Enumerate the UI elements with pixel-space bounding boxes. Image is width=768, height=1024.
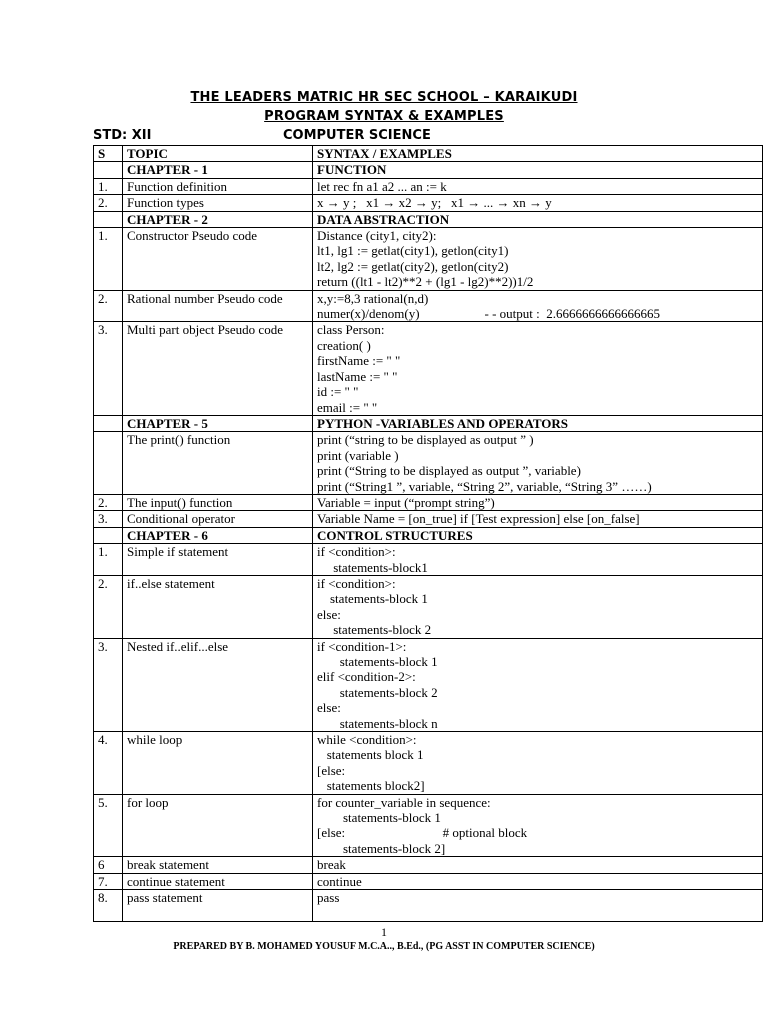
serial-cell: 2. (94, 494, 123, 510)
topic-cell: if..else statement (123, 575, 313, 638)
syntax-line: if <condition-1>: (317, 638, 407, 654)
chapter-title-cell: CHAPTER - 2 (123, 211, 313, 227)
serial-cell (94, 527, 123, 543)
topic-cell: Rational number Pseudo code (123, 290, 313, 322)
serial-cell: 3. (94, 511, 123, 527)
subject-label: COMPUTER SCIENCE (283, 128, 431, 143)
serial-cell: 7. (94, 873, 123, 889)
topic-cell: Conditional operator (123, 511, 313, 527)
chapter-title-cell: CHAPTER - 1 (123, 162, 313, 178)
syntax-line: continue (317, 873, 362, 889)
syntax-line: if <condition>: (317, 544, 396, 560)
topic-cell: break statement (123, 857, 313, 873)
syntax-line: statements-block 2] (317, 840, 446, 856)
table-row (94, 873, 763, 889)
serial-cell: 6 (94, 857, 123, 873)
syntax-line: print (“String1 ”, variable, “String 2”, variable, “String 3” ……) (317, 478, 652, 494)
syntax-line: print (“String to be displayed as output ”, variable) (317, 463, 581, 479)
topic-cell: continue statement (123, 873, 313, 889)
column-header-sno: S (94, 146, 123, 162)
syntax-line: for counter_variable in sequence: (317, 794, 491, 810)
chapter-title-cell: CHAPTER - 5 (123, 415, 313, 431)
syntax-line: lastName := " " (317, 368, 398, 384)
serial-cell: 1. (94, 544, 123, 576)
syntax-cell (313, 873, 763, 889)
syntax-line: lt2, lg2 := getlat(city2), getlon(city2) (317, 258, 509, 274)
syntax-cell (313, 575, 763, 638)
syntax-cell (313, 195, 763, 211)
chapter-row (94, 527, 763, 543)
syntax-line: creation( ) (317, 337, 371, 353)
syntax-line: firstName := " " (317, 353, 401, 369)
serial-cell: 3. (94, 322, 123, 415)
class-subject-row (93, 128, 693, 146)
syntax-cell (313, 494, 763, 510)
serial-cell: 8. (94, 890, 123, 922)
table-row (94, 290, 763, 322)
syntax-line: statements block 1 (317, 747, 424, 763)
syntax-cell (313, 857, 763, 873)
syntax-cell (313, 544, 763, 576)
table-row (94, 794, 763, 857)
syntax-line: if <condition>: (317, 575, 396, 591)
chapter-heading-cell (313, 527, 763, 543)
serial-cell (94, 211, 123, 227)
school-title: THE LEADERS MATRIC HR SEC SCHOOL – KARAIKUDI (190, 90, 578, 105)
syntax-cell (313, 178, 763, 194)
syntax-line: [else: # optional block (317, 825, 528, 841)
serial-cell (94, 415, 123, 431)
table-row (94, 638, 763, 731)
topic-cell: Function types (123, 195, 313, 211)
syntax-line: else: (317, 606, 341, 622)
syntax-cell (313, 794, 763, 857)
table-row (94, 178, 763, 194)
syntax-line: while <condition>: (317, 732, 417, 748)
serial-cell: 1. (94, 178, 123, 194)
syntax-line: FUNCTION (317, 162, 387, 178)
topic-cell: The input() function (123, 494, 313, 510)
table-row (94, 228, 763, 291)
syntax-line: print (“string to be displayed as output ” ) (317, 432, 534, 448)
chapter-row (94, 162, 763, 178)
syntax-cell (313, 290, 763, 322)
syntax-line: CONTROL STRUCTURES (317, 527, 473, 543)
syntax-cell (313, 638, 763, 731)
syntax-cell (313, 890, 763, 922)
syntax-line: pass (317, 890, 340, 906)
syntax-line: PYTHON -VARIABLES AND OPERATORS (317, 415, 569, 431)
syntax-line: elif <condition-2>: (317, 669, 416, 685)
chapter-row (94, 211, 763, 227)
syntax-line: statements-block 2 (317, 684, 438, 700)
syntax-cell (313, 322, 763, 415)
syntax-cell (313, 228, 763, 291)
table-row (94, 195, 763, 211)
chapter-row (94, 415, 763, 431)
syntax-line: else: (317, 700, 341, 716)
syntax-table (93, 145, 763, 922)
topic-cell: Simple if statement (123, 544, 313, 576)
table-row (94, 322, 763, 415)
topic-cell: Multi part object Pseudo code (123, 322, 313, 415)
topic-cell: for loop (123, 794, 313, 857)
serial-cell: 2. (94, 290, 123, 322)
syntax-line: Variable = input (“prompt string”) (317, 494, 495, 510)
chapter-heading-cell (313, 162, 763, 178)
serial-cell: 1. (94, 228, 123, 291)
syntax-line: statements-block 2 (317, 622, 432, 638)
syntax-cell (313, 432, 763, 495)
syntax-cell (313, 732, 763, 795)
serial-cell: 5. (94, 794, 123, 857)
syntax-line: statements-block1 (317, 559, 428, 575)
table-row (94, 732, 763, 795)
syntax-line: return ((lt1 - lt2)**2 + (lg1 - lg2)**2))1/2 (317, 274, 534, 290)
syntax-line: Distance (city1, city2): (317, 228, 437, 244)
syntax-line: print (variable ) (317, 447, 399, 463)
chapter-heading-cell (313, 211, 763, 227)
syntax-line: Variable Name = [on_true] if [Test expression] else [on_false] (317, 511, 640, 527)
syntax-cell (313, 511, 763, 527)
table-row (94, 544, 763, 576)
column-header-topic: TOPIC (123, 146, 313, 162)
serial-cell: 2. (94, 575, 123, 638)
syntax-line: statements-block 1 (317, 810, 441, 826)
syntax-line: statements-block 1 (317, 591, 428, 607)
topic-cell: The print() function (123, 432, 313, 495)
syntax-line (317, 906, 758, 921)
syntax-line: DATA ABSTRACTION (317, 211, 450, 227)
syntax-line: lt1, lg1 := getlat(city1), getlon(city1) (317, 243, 509, 259)
serial-cell (94, 432, 123, 495)
serial-cell: 2. (94, 195, 123, 211)
syntax-line: email := " " (317, 399, 378, 415)
table-row (94, 575, 763, 638)
syntax-line: class Person: (317, 322, 385, 338)
serial-cell (94, 162, 123, 178)
serial-cell: 4. (94, 732, 123, 795)
syntax-line: x,y:=8,3 rational(n,d) (317, 290, 429, 306)
table-row (94, 890, 763, 922)
syntax-line: id := " " (317, 384, 359, 400)
topic-cell: Nested if..elif...else (123, 638, 313, 731)
syntax-line: x → y ; x1 → x2 → y; x1 → ... → xn → y (317, 195, 552, 211)
table-row (94, 432, 763, 495)
column-header-syntax: SYNTAX / EXAMPLES (313, 146, 763, 162)
page-number: 1 (381, 925, 387, 939)
table-row (94, 511, 763, 527)
chapter-heading-cell (313, 415, 763, 431)
table-row (94, 494, 763, 510)
syntax-line: statements block2] (317, 778, 425, 794)
table-row (94, 857, 763, 873)
syntax-line: break (317, 857, 346, 873)
table-body (94, 162, 763, 922)
topic-cell: pass statement (123, 890, 313, 922)
syntax-line: statements-block n (317, 715, 438, 731)
document-subtitle: PROGRAM SYNTAX & EXAMPLES (264, 109, 504, 124)
syntax-line: statements-block 1 (317, 654, 438, 669)
syntax-line: let rec fn a1 a2 ... an := k (317, 178, 447, 194)
chapter-title-cell: CHAPTER - 6 (123, 527, 313, 543)
topic-cell: while loop (123, 732, 313, 795)
serial-cell: 3. (94, 638, 123, 731)
topic-cell: Constructor Pseudo code (123, 228, 313, 291)
syntax-line: [else: (317, 762, 346, 778)
std-label: STD: XII (93, 128, 152, 143)
page-footer: PREPARED BY B. MOHAMED YOUSUF M.C.A.., B.Ed., (PG ASST IN COMPUTER SCIENCE) (173, 941, 595, 952)
table-header-row (94, 146, 763, 162)
topic-cell: Function definition (123, 178, 313, 194)
syntax-line: numer(x)/denom(y) - - output : 2.6666666666666665 (317, 306, 661, 322)
